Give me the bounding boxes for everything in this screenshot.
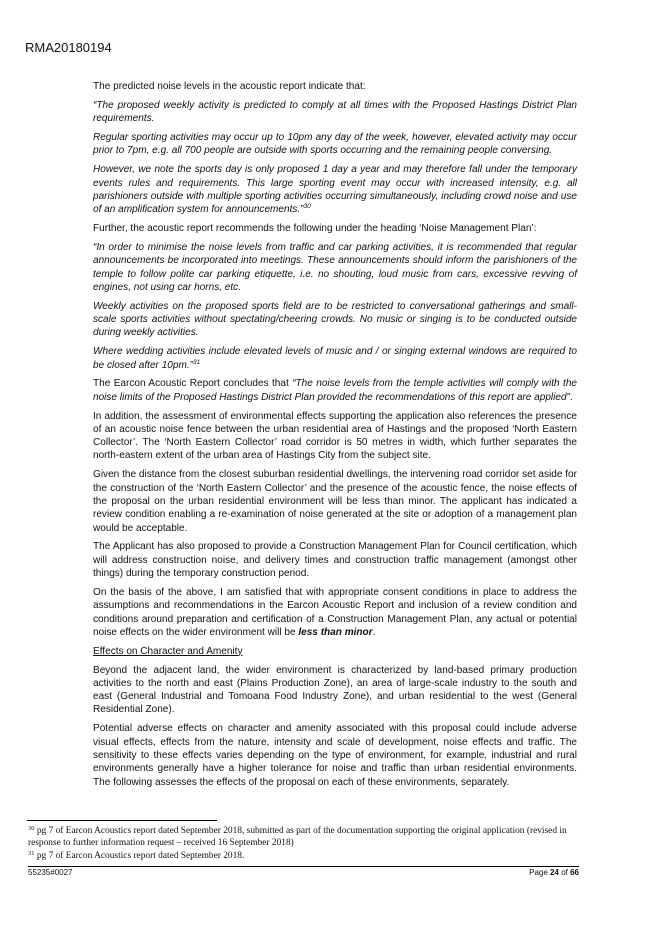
document-reference-id: RMA20180194: [25, 40, 112, 55]
section-heading: Effects on Character and Amenity: [93, 645, 243, 657]
footer-doc-code: 55235#0027: [28, 868, 73, 877]
footnote-divider: [27, 820, 217, 821]
footnote-text: pg 7 of Earcon Acoustics report dated September 2018, submitted as part of the documentation supporting the original application (revised in response to further information request – received 16 September 2018): [28, 826, 567, 848]
emphasis-less-than-minor: less than minor: [298, 626, 373, 638]
footer-divider: [28, 866, 579, 867]
quote-text: However, we note the sports day is only proposed 1 day a year and may therefore fall under the temporary events rules and requirements. This large sporting event may occur with increased intensity, e.g. all parishioners outside with multiple sporting activities occurring simultaneously, including crowd noise and use of an amplification system for announcements.”: [93, 164, 577, 216]
footnote-number: 30: [28, 825, 35, 832]
page-current: 24: [550, 868, 559, 877]
paragraph: In addition, the assessment of environmental effects supporting the application also references the presence of an acoustic noise fence between the urban residential area of Hastings and the proposed ‘North Eastern Collector’. The ‘North Eastern Collector’ road corridor is 50 metres in width, which further separates the north-eastern extent of the urban area of Hastings City from the subject site.: [93, 410, 577, 462]
page-total: 66: [570, 868, 579, 877]
footnote-30: [28, 826, 588, 849]
page-of-label: of: [561, 868, 568, 877]
paragraph: [93, 377, 577, 404]
paragraph-end: .: [372, 626, 376, 638]
footnote-ref-31[interactable]: 31: [192, 358, 201, 366]
footnote-number: 31: [28, 850, 35, 857]
footnote-31: [28, 851, 588, 863]
quote-text: Where wedding activities include elevated levels of music and / or singing external windows are required to be closed after 10pm.”: [93, 346, 577, 371]
footnote-ref-30[interactable]: 30: [303, 203, 311, 211]
quoted-paragraph: Weekly activities on the proposed sports field are to be restricted to conversational gatherings and small-scale sports activities without spectating/cheering crowds. No music or singing is to be conducted outside during weekly activities.: [93, 300, 577, 339]
paragraph: The Applicant has also proposed to provide a Construction Management Plan for Council certification, which will address construction noise, and delivery times and construction traffic management (amongst other things) during the temporary construction period.: [93, 541, 577, 580]
quoted-paragraph: [93, 345, 577, 372]
quoted-paragraph: Regular sporting activities may occur up to 10pm any day of the week, however, elevated activity may occur prior to 7pm, e.g. all 700 people are outside with sports occurring and the remaining people conversing.: [93, 132, 577, 157]
paragraph-end: .: [569, 391, 573, 403]
paragraph-lead: The Earcon Acoustic Report concludes that: [93, 378, 293, 390]
paragraph: Given the distance from the closest suburban residential dwellings, the intervening road corridor set aside for the construction of the ‘North Eastern Collector’ and the presence of the acoustic fence, the noise effects of the proposal on the urban residential environment will be less than minor. The applicant has indicated a review condition enabling a re-examination of noise generated at the site or adoption of a management plan would be acceptable.: [93, 469, 577, 534]
paragraph: Further, the acoustic report recommends the following under the heading ‘Noise Management Plan’:: [93, 223, 537, 235]
inline-quote: “The noise levels from the temple activities will comply with the noise limits of the Proposed Hastings District Plan provided the recommendations of this report are applied”: [93, 378, 578, 403]
quoted-paragraph: [93, 163, 577, 216]
quoted-paragraph: “The proposed weekly activity is predicted to comply at all times with the Proposed Hastings District Plan requirements.: [93, 99, 577, 125]
page-number: [529, 868, 579, 877]
footnote-text: pg 7 of Earcon Acoustics report dated September 2018.: [36, 851, 245, 861]
paragraph: Beyond the adjacent land, the wider environment is characterized by land-based primary production activities to the north and east (Plains Production Zone), an area of large-scale industry to the south and east (General Industrial and Tomoana Food Industry Zone), and urban residential to the west (General Residential Zone).: [93, 664, 577, 716]
paragraph-lead: On the basis of the above, I am satisfied that with appropriate consent conditions in place to address the assumptions and recommendations in the Earcon Acoustic Report and inclusion of a review condition and conditions around preparation and certification of a Construction Management Plan, any actual or potential noise effects on the wider environment will be: [93, 586, 577, 638]
paragraph: Potential adverse effects on character and amenity associated with this proposal could include adverse visual effects, effects from the nature, intensity and scale of development, noise effects and traffic. The sensitivity to these effects varies depending on the type of environment, for example, industrial and rural environments generally have a higher tolerance for noise and traffic than urban residential environments. The following assesses the effects of the proposal on each of these environments, separately.: [93, 723, 577, 788]
paragraph: [93, 586, 577, 639]
document-body: [93, 80, 577, 794]
quoted-paragraph: “In order to minimise the noise levels from traffic and car parking activities, it is recommended that regular announcements be incorporated into meetings. These announcements should inform the parishioners of the temple to follow polite car parking etiquette, i.e. no shouting, loud music from cars, excessive revving of engines, not using car horns, etc.: [93, 241, 577, 293]
page-label: Page: [529, 868, 548, 877]
paragraph: The predicted noise levels in the acoustic report indicate that:: [93, 81, 366, 92]
